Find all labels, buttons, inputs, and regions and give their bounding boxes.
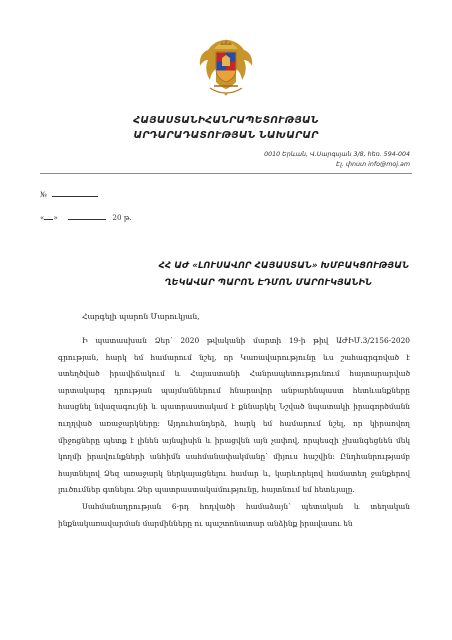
reference-date [40,213,132,222]
date-close-quote: » [53,213,58,222]
number-label: № [40,190,47,199]
year-text: 20 թ. [112,213,132,222]
coat-of-arms-icon [196,36,256,98]
letter-body [58,333,410,532]
date-open-quote: « [40,213,45,222]
addressee-line-2: ՂԵԿԱՎԱՐ ՊԱՐՈՆ ԷԴՄՈՆ ՄԱՐՈՒԿՅԱՆԻՆ [164,278,372,288]
ministry-address [264,150,410,170]
addressee-block [40,258,412,292]
ministry-line-1: ՀԱՅԱՍՏԱՆԻՀԱՆՐԱՊԵՏՈՒԹՅԱՆ [133,115,319,126]
header-divider [40,173,412,174]
addressee-line-1: ՀՀ ԱԺ «ԼՈՒՍԱՎՈՐ ՀԱՅԱՍՏԱՆ» ԽՄԲԱԿՑՈՒԹՅԱՆ [158,261,409,271]
address-line-1: 0010 Երևան, Վ.Սարգսյան 3/8, հեռ. 594-004 [264,151,410,158]
ministry-heading [0,113,452,143]
paragraph-2: Սահմանադրության 6-րդ հոդվածի համաձայն՝ պետական և տեղական ինքնակառավարման մարմինները ու պաշտոնատար անձինք իրավասու են [58,501,410,528]
salutation: Հարգելի պարոն Մարուկյան, [82,312,200,321]
number-blank [52,190,98,197]
address-line-2: Էլ. փոստ info@moj.am [336,161,410,168]
ministry-line-2: ԱՐԴԱՐԱԴԱՏՈՒԹՅԱՆ ՆԱԽԱՐԱՐ [133,130,319,141]
reference-number [40,190,98,199]
month-blank [68,213,106,220]
paragraph-1: Ի պատասխան Ձեր՝ 2020 թվականի մարտի 19-ի թիվ ԱԺԻՄ.3/2156-2020 գրության, հարկ եմ համարում նշել, որ Կառավարությունը ևս շահագրգռված է ստեղծված իրավիճակում և Հայաստանի Հանրապետությունում հայտարարված արտակարգ դրության պայմաններում հնարավոր անբարենպաստ հետևանքները հասցնել նվազագույնի և պատրաստակամ է քննարկել Նշված նպատակի իրագործմանն ուղղված առաջարկները: Այդուհանդերձ, հարկ եմ համարում նշել, որ կիրառվող միջոցները պետք է լինեն այնպիսին և իրացվեն այն չափով, որպեսզի չխանգեցնեն մեկ կողմի իրավունքների անհիմն սահմանափակմանը՝ միյուս հաշվին: Ընդհանրությամբ հայտնելով Ձեզ առաջարկ ներկայացնելու համար և, կարևորելով համատեղ ջանքերով լուծումներ գտնելու Ձեր պատրաստակամությունը, հայտնում եմ հետևյալը. [58,336,410,495]
